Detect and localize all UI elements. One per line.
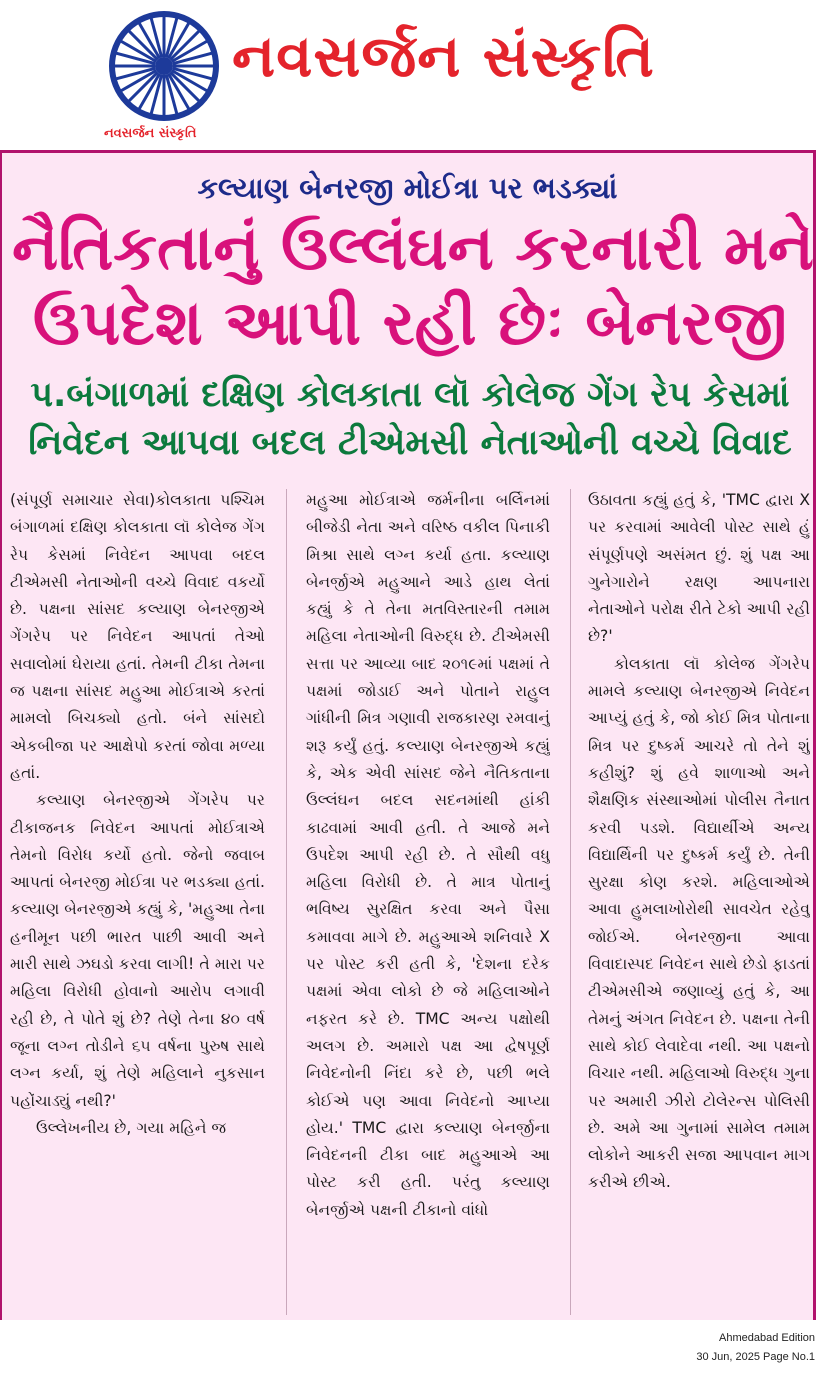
- paragraph: મહુઆ મોઈત્રાએ જર્મનીના બર્લિનમાં બીજેડી નેતા અને વરિષ્ઠ વકીલ પિનાકી મિશ્રા સાથે લગ્ન કર્યા હતા. કલ્યાણ બેનર્જીએ મહુઆને આડે હાથ લેતાં કહ્યું કે તે તેના મતવિસ્તારની તમામ મહિલા નેતાઓની વિરુદ્ધ છે. ટીએમસી સત્તા પર આવ્યા બાદ ૨૦૧૯માં પક્ષમાં તે પક્ષમાં જોડાઈ અને પોતાને રાહુલ ગાંધીની મિત્ર ગણાવી રાજકારણ રમવાનું શરૂ કર્યું હતું. કલ્યાણ બેનરજીએ કહ્યું કે, એક એવી સાંસદ જેને નૈતિકતાના ઉલ્લંઘન બદલ સદનમાંથી હાંકી કાઢવામાં આવી હતી. તે આજે મને ઉપદેશ આપી રહી છે. તે સૌથી વધુ મહિલા વિરોધી છે. તે માત્ર પોતાનું ભવિષ્ય સુરક્ષિત કરવા અને પૈસા કમાવવા માગે છે. મહુઆએ શનિવારે X પર પોસ્ટ કરી હતી કે, 'દેશના દરેક પક્ષમાં એવા લોકો છે જે મહિલાઓને નફરત કરે છે. TMC અન્ય પક્ષોથી અલગ છે. અમારો પક્ષ આ દ્વેષપૂર્ણ નિવેદનોની નિંદા કરે છે, પછી ભલે કોઈએ પણ આવા નિવેદનો આપ્યા હોય.' TMC દ્વારા કલ્યાણ બેનર્જીના નિવેદનની ટીકા બાદ મહુઆએ આ પોસ્ટ કરી હતી. પરંતુ કલ્યાણ બેનર્જીએ પક્ષની ટીકાનો વાંધો: [306, 491, 550, 1219]
- paragraph: કલ્યાણ બેનરજીએ ગેંગરેપ પર ટીકાજનક નિવેદન આપતાં મોઈત્રાએ તેમનો વિરોધ કર્યો હતો. જેનો જવાબ આપતાં બેનરજી મોઈત્રા પર ભડક્યા હતાં. કલ્યાણ બેનરજીએ કહ્યું કે, 'મહુઆ તેના હનીમૂન પછી ભારત પાછી આવી અને મારી સાથે ઝઘડો કરવા લાગી! તે મારા પર મહિલા વિરોધી હોવાનો આરોપ લગાવી રહી છે, તે પોતે શું છે? તેણે તેના ૪૦ વર્ષ જૂના લગ્ન તોડીને ૬૫ વર્ષના પુરુષ સાથે લગ્ન કર્યા, શું તેણે મહિલાને નુકસાન પહોંચાડ્યું નથી?': [10, 791, 265, 1110]
- edition-name: Ahmedabad Edition: [718, 1332, 815, 1344]
- article-column-3: [588, 487, 810, 1319]
- headline-line-2: ઉપદેશ આપી રહી છેઃ બેનરજી: [33, 286, 787, 359]
- ashoka-chakra-icon: [108, 10, 220, 122]
- masthead: [0, 0, 823, 148]
- paragraph: ઉઠાવતા કહ્યું હતું કે, 'TMC દ્વારા X પર કરવામાં આવેલી પોસ્ટ સાથે હું સંપૂર્ણપણે અસંમત છું. શું પક્ષ આ ગુનેગારોને રક્ષણ આપનારા નેતાઓને પરોક્ષ રીતે ટેકો આપી રહી છે?': [588, 491, 810, 646]
- headline-line-1: નૈતિકતાનું ઉલ્લંઘન કરનારી મને: [12, 211, 814, 284]
- article-body: [10, 487, 810, 1319]
- article-column-2: [306, 487, 550, 1319]
- article-panel: [0, 150, 816, 1320]
- column-divider: [570, 489, 571, 1315]
- newspaper-brand: નવસર્જન સંસ્કૃતિ: [232, 22, 655, 90]
- column-divider: [286, 489, 287, 1315]
- edition-date-page: 30 Jun, 2025 Page No.1: [696, 1351, 815, 1363]
- newspaper-brand-small: નવસર્જન સંસ્કૃતિ: [104, 126, 197, 141]
- subhead-line-2: નિવેદન આપવા બદલ ટીએમસી નેતાઓની વચ્ચે વિવાદ: [28, 423, 792, 463]
- paragraph: ઉલ્લેખનીય છે, ગયા મહિને જ: [36, 1118, 227, 1137]
- article-column-1: [10, 487, 265, 1319]
- edition-footer: [696, 1329, 815, 1367]
- paragraph: કોલકાતા લૉ કોલેજ ગેંગરેપ મામલે કલ્યાણ બેનરજીએ નિવેદન આપ્યું હતું કે, જો કોઈ મિત્ર પોતાના મિત્ર પર દુષ્કર્મ આચરે તો તેને શું કહીશું? શું હવે શાળાઓ અને શૈક્ષણિક સંસ્થાઓમાં પોલીસ તૈનાત કરવી પડશે. વિદ્યાર્થીએ અન્ય વિદ્યાર્થિની પર દુષ્કર્મ કર્યું છે. તેની સુરક્ષા કોણ કરશે. મહિલાઓએ આવા હુમલાખોરોથી સાવચેત રહેવુ જોઈએ. બેનરજીના આવા વિવાદાસ્પદ નિવેદન સાથે છેડો ફાડતાં ટીએમસીએ જણાવ્યું હતું કે, આ તેમનું અંગત નિવેદન છે. પક્ષના તેની સાથે કોઈ લેવાદેવા નથી. આ પક્ષનો વિચાર નથી. મહિલાઓ વિરુદ્ધ ગુના પર અમારી ઝીરો ટોલેરન્સ પોલિસી છે. અમે આ ગુનામાં સામેલ તમામ લોકોને આકરી સજા આપવાન માગ કરીએ છીએ.: [588, 654, 810, 1192]
- article-kicker: કલ્યાણ બેનરજી મોઈત્રા પર ભડક્યાં: [197, 171, 618, 205]
- paragraph: (સંપૂર્ણ સમાચાર સેવા)કોલકાતા પશ્ચિમ બંગાળમાં દક્ષિણ કોલકાતા લૉ કોલેજ ગેંગ રેપ કેસમાં નિવેદન આપવા બદલ ટીએમસી નેતાઓની વચ્ચે વિવાદ વકર્યો છે. પક્ષના સાંસદ કલ્યાણ બેનરજીએ ગેંગરેપ પર નિવેદન આપતાં તેઓ સવાલોમાં ઘેરાયા હતાં. તેમની ટીકા તેમના જ પક્ષના સાંસદ મહુઆ મોઈત્રાએ કરતાં મામલો બિચક્યો હતો. બંને સાંસદો એકબીજા પર આક્ષેપો કરતાં જોવા મળ્યા હતાં.: [10, 491, 265, 782]
- subhead-line-1: પ.બંગાળમાં દક્ષિણ કોલકાતા લૉ કોલેજ ગેંગ રેપ કેસમાં: [30, 375, 790, 415]
